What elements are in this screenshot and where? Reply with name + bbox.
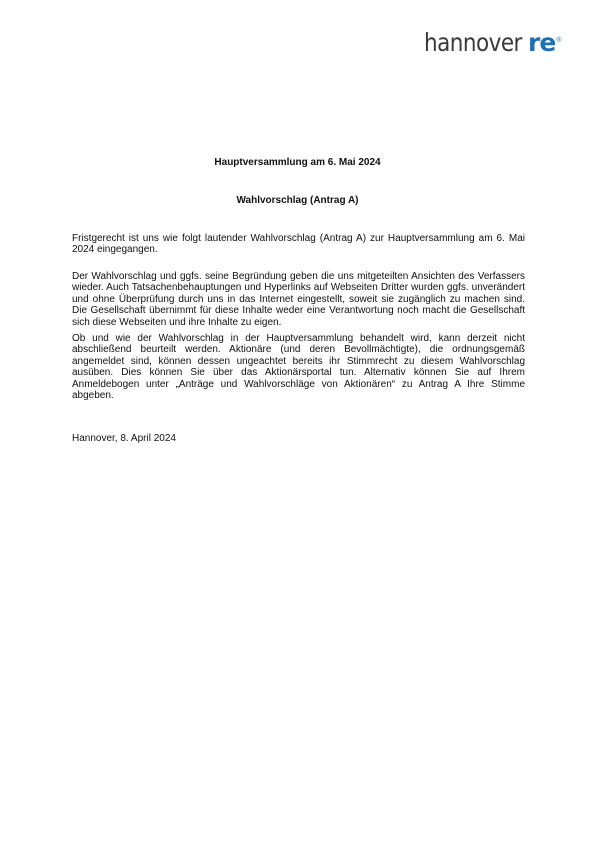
- place-date: Hannover, 8. April 2024: [72, 433, 176, 444]
- document-subtitle: Wahlvorschlag (Antrag A): [236, 195, 359, 206]
- logo-re-mark: re: [528, 28, 556, 57]
- disclaimer-paragraph: Der Wahlvorschlag und ggfs. seine Begründung geben die uns mitgeteilten Ansichten des Verfassers wieder. Auch Tatsachenbehauptungen und Hyperlinks auf Webseiten Dritter wurden ggfs. unverändert und ohne Überprüfung durch uns in das Internet eingestellt, soweit sie zugänglich zu machen sind. Die Gesellschaft übernimmt für diese Inhalte weder eine Verantwortung noch macht die Gesellschaft sich diese Webseiten und ihre Inhalte zu eigen.: [72, 271, 525, 328]
- voting-paragraph: Ob und wie der Wahlvorschlag in der Hauptversammlung behandelt wird, kann derzeit nicht abschließend beurteilt werden. Aktionäre (und deren Bevollmächtigte), die ordnungsgemäß angemeldet sind, können dessen ungeachtet bereits ihr Stimmrecht zu diesem Wahlvorschlag ausüben. Dies können Sie über das Aktionärsportal tun. Alternativ können Sie auf Ihrem Anmeldebogen unter „Anträge und Wahlvorschläge von Aktionären“ zu Antrag A Ihre Stimme abgeben.: [72, 333, 525, 402]
- company-logo: [424, 28, 561, 60]
- intro-paragraph: Fristgerecht ist uns wie folgt lautender Wahlvorschlag (Antrag A) zur Hauptversammlung am 6. Mai 2024 eingegangen.: [72, 233, 525, 256]
- registered-trademark-icon: ®: [556, 37, 562, 44]
- logo-wordmark: hannover: [424, 28, 522, 57]
- document-title: Hauptversammlung am 6. Mai 2024: [214, 157, 381, 168]
